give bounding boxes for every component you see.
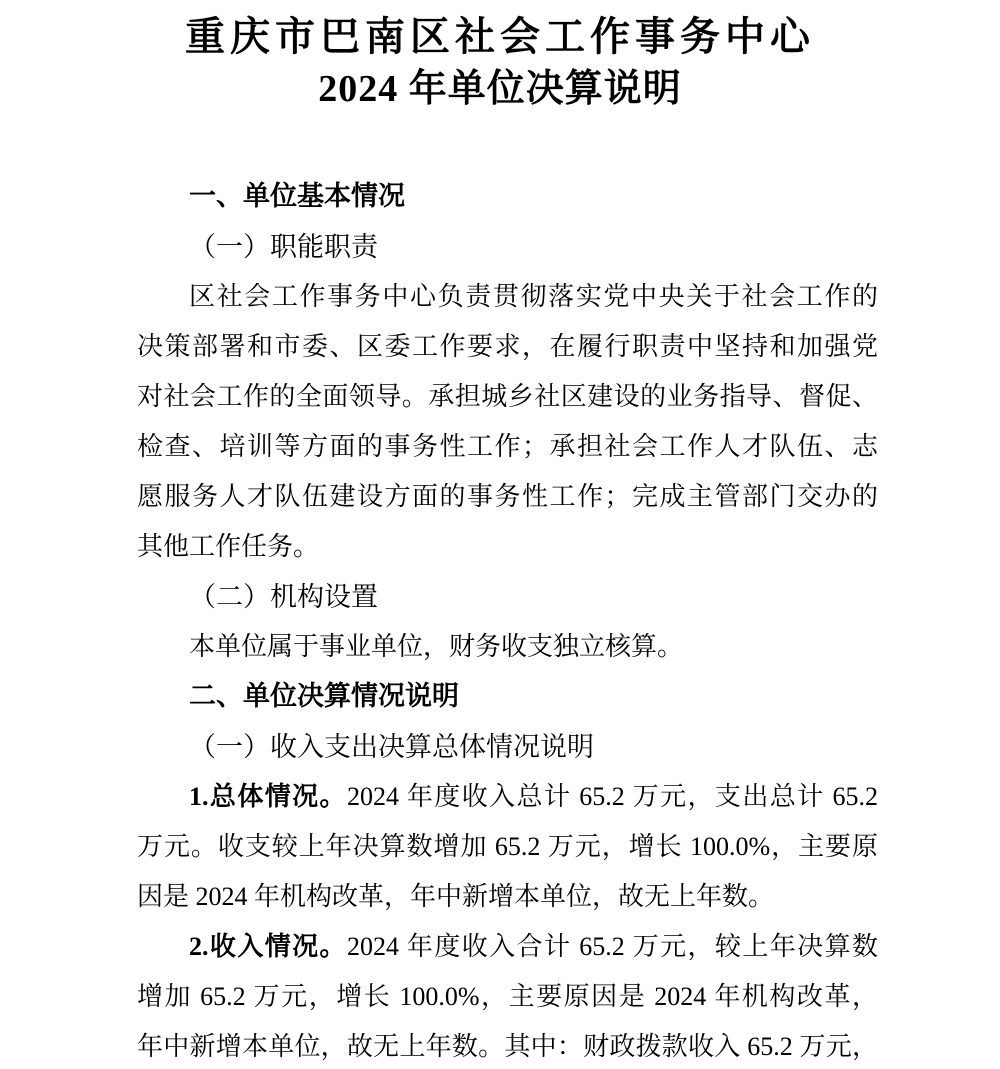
- paragraph-1-line-6: 其他工作任务。: [137, 532, 320, 561]
- paragraph-1-line-5: 愿服务人才队伍建设方面的事务性工作；完成主管部门交办的: [137, 482, 878, 511]
- paragraph-2: 本单位属于事业单位，财务收支独立核算。: [189, 632, 684, 661]
- section-1-2-heading: （二）机构设置: [189, 582, 378, 612]
- item-2-line-3: 年中新增本单位，故无上年数。其中：财政拨款收入 65.2 万元，: [137, 1032, 878, 1061]
- paragraph-1-line-2: 决策部署和市委、区委工作要求，在履行职责中坚持和加强党: [137, 332, 878, 361]
- item-2-lead: 2.收入情况。: [189, 932, 347, 961]
- section-2-heading: 二、单位决算情况说明: [189, 681, 459, 712]
- document-title-line2: 2024 年单位决算说明: [318, 68, 682, 110]
- item-1-line-1-rest: 2024 年度收入总计 65.2 万元，支出总计 65.2: [346, 782, 878, 811]
- item-1-lead: 1.总体情况。: [189, 782, 347, 811]
- document-body: [137, 172, 878, 1069]
- item-2-line-1: [137, 922, 878, 972]
- document-title-line1: 重庆市巴南区社会工作事务中心: [185, 14, 815, 59]
- item-2-line-2: 增加 65.2 万元，增长 100.0%，主要原因是 2024 年机构改革，: [137, 982, 878, 1011]
- paragraph-1-line-3: 对社会工作的全面领导。承担城乡社区建设的业务指导、督促、: [137, 382, 878, 411]
- item-1-line-1: [137, 772, 878, 822]
- document-title: [0, 10, 1000, 114]
- paragraph-1-line-1: 区社会工作事务中心负责贯彻落实党中央关于社会工作的: [189, 282, 878, 311]
- section-1-heading: 一、单位基本情况: [189, 181, 405, 212]
- item-1-line-3: 因是 2024 年机构改革，年中新增本单位，故无上年数。: [137, 882, 775, 911]
- item-1-line-2: 万元。收支较上年决算数增加 65.2 万元，增长 100.0%，主要原: [137, 832, 878, 861]
- item-2-line-1-rest: 2024 年度收入合计 65.2 万元，较上年决算数: [346, 932, 878, 961]
- paragraph-1-line-4: 检查、培训等方面的事务性工作；承担社会工作人才队伍、志: [137, 432, 878, 461]
- section-2-1-heading: （一）收入支出决算总体情况说明: [189, 732, 594, 762]
- section-1-1-heading: （一）职能职责: [189, 232, 378, 262]
